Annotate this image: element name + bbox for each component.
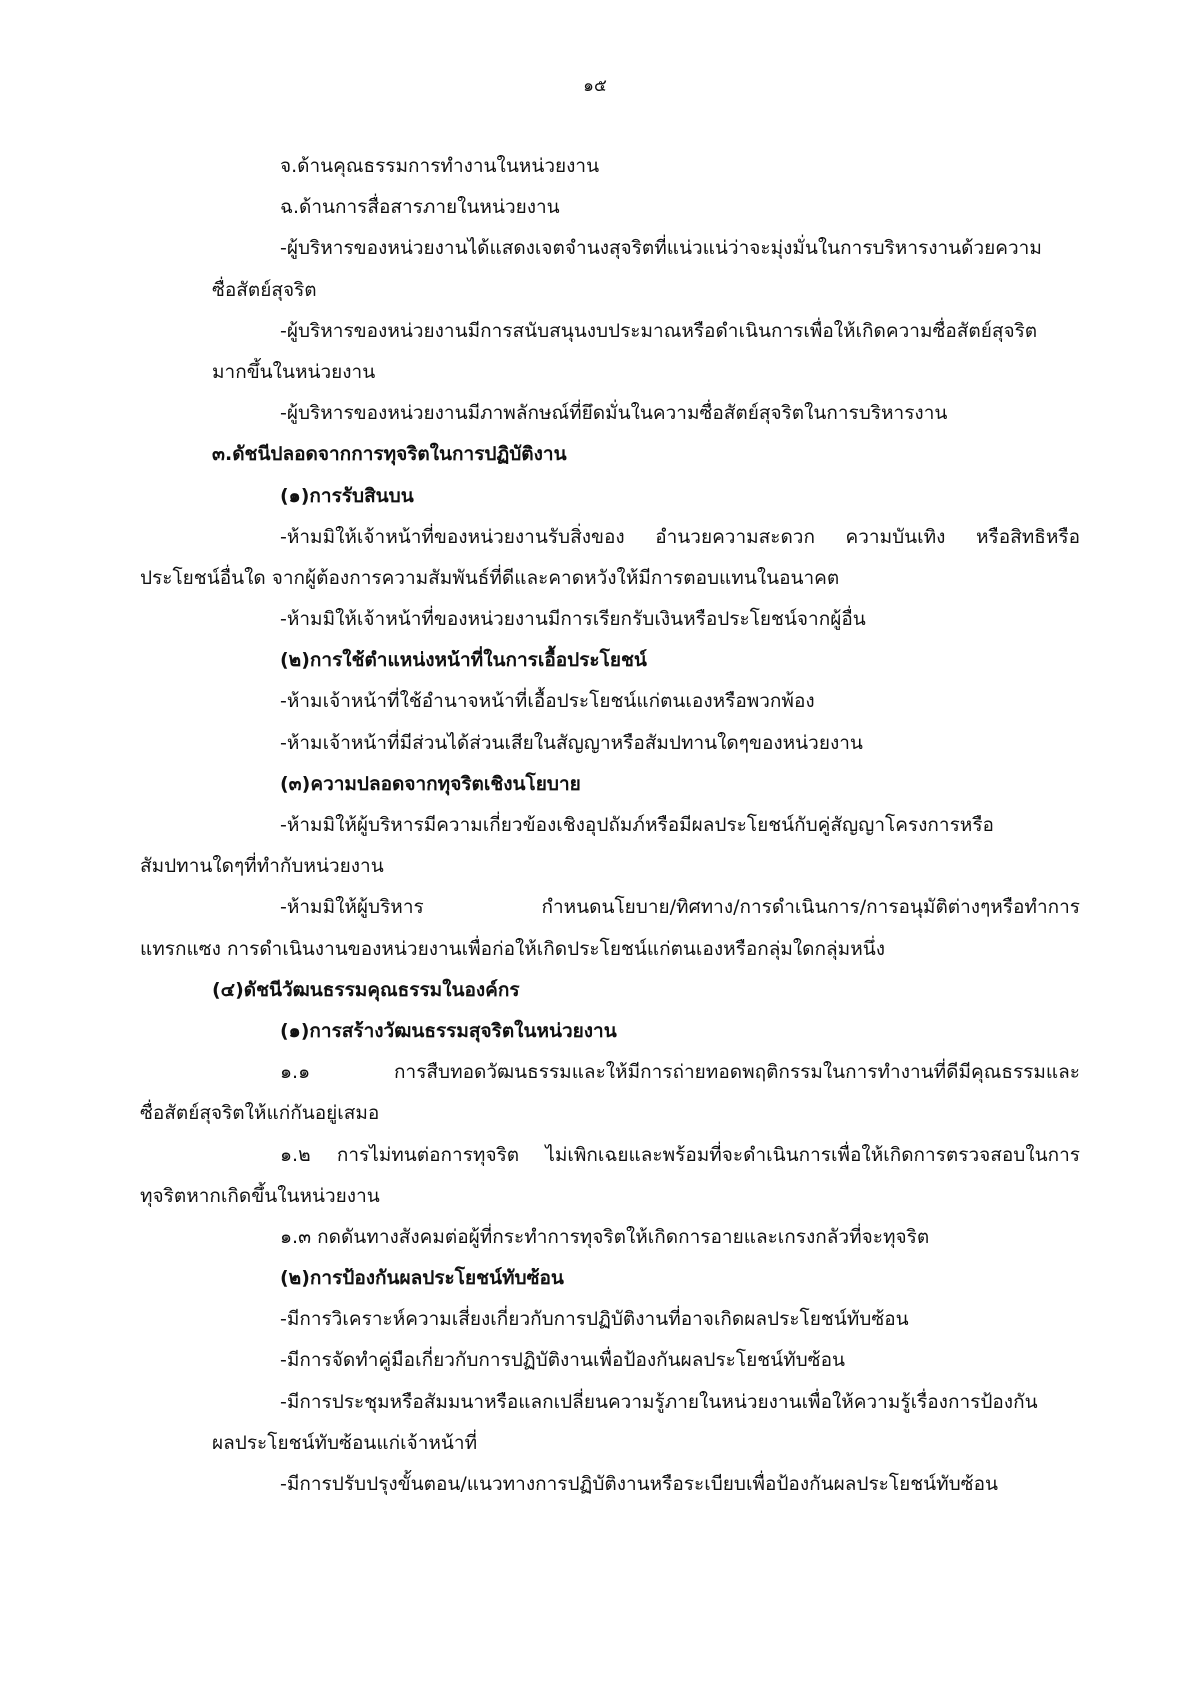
section-heading: (๓)ความปลอดจากทุจริตเชิงนโยบาย [280,772,581,795]
text-line: ๑.๓ กดดันทางสังคมต่อผู้ที่กระทำการทุจริตให้เกิดการอายและเกรงกลัวที่จะทุจริต [280,1225,930,1248]
text-line: ฉ.ด้านการสื่อสารภายในหน่วยงาน [280,196,560,219]
section-heading: (๑)การสร้างวัฒนธรรมสุจริตในหน่วยงาน [280,1019,617,1042]
text-line: -มีการจัดทำคู่มือเกี่ยวกับการปฏิบัติงานเพื่อป้องกันผลประโยชน์ทับซ้อน [280,1349,845,1372]
text-line: -มีการประชุมหรือสัมมนาหรือแลกเปลี่ยนความรู้ภายในหน่วยงานเพื่อให้ความรู้เรื่องการป้องกัน [280,1390,1038,1413]
text-line: จ.ด้านคุณธรรมการทำงานในหน่วยงาน [280,155,600,177]
document-body [140,146,1080,1505]
text-line: ๑.๒ การไม่ทนต่อการทุจริต ไม่เพิกเฉยและพร้อมที่จะดำเนินการเพื่อให้เกิดการตรวจสอบในการ [280,1143,1080,1166]
text-line: -ผู้บริหารของหน่วยงานได้แสดงเจตจำนงสุจริตที่แน่วแน่ว่าจะมุ่งมั่นในการบริหารงานด้วยความ [280,237,1042,260]
text-line: -ผู้บริหารของหน่วยงานมีการสนับสนุนงบประมาณหรือดำเนินการเพื่อให้เกิดความซื่อสัตย์สุจริต [280,319,1038,342]
section-heading: (๒)การใช้ตำแหน่งหน้าที่ในการเอื้อประโยชน์ [280,649,647,672]
text-line: สัมปทานใดๆที่ทำกับหน่วยงาน [140,855,384,878]
section-heading: (๒)การป้องกันผลประโยชน์ทับซ้อน [280,1267,564,1290]
text-line: -ห้ามเจ้าหน้าที่มีส่วนได้ส่วนเสียในสัญญาหรือสัมปทานใดๆของหน่วยงาน [280,731,863,754]
page-number: ๑๕ [583,76,607,96]
text-line: -ห้ามมิให้ผู้บริหาร กำหนดนโยบาย/ทิศทาง/การดำเนินการ/การอนุมัติต่างๆหรือทำการ [280,896,1080,919]
text-line: ผลประโยชน์ทับซ้อนแก่เจ้าหน้าที่ [212,1431,478,1454]
section-heading: ๓.ดัชนีปลอดจากการทุจริตในการปฏิบัติงาน [212,443,567,466]
text-line: ๑.๑ การสืบทอดวัฒนธรรมและให้มีการถ่ายทอดพฤติกรรมในการทำงานที่ดีมีคุณธรรมและ [280,1061,1080,1084]
text-line: แทรกแซง การดำเนินงานของหน่วยงานเพื่อก่อให้เกิดประโยชน์แก่ตนเองหรือกลุ่มใดกลุ่มหนึ่ง [140,937,885,960]
text-line: ซื่อสัตย์สุจริตให้แก่กันอยู่เสมอ [140,1102,380,1125]
text-line: -มีการวิเคราะห์ความเสี่ยงเกี่ยวกับการปฏิบัติงานที่อาจเกิดผลประโยชน์ทับซ้อน [280,1308,909,1331]
text-line: -ห้ามเจ้าหน้าที่ใช้อำนาจหน้าที่เอื้อประโยชน์แก่ตนเองหรือพวกพ้อง [280,690,815,713]
text-line: -ผู้บริหารของหน่วยงานมีภาพลักษณ์ที่ยึดมั่นในความซื่อสัตย์สุจริตในการบริหารงาน [280,402,948,425]
section-heading: (๔)ดัชนีวัฒนธรรมคุณธรรมในองค์กร [212,978,520,1001]
text-line: ทุจริตหากเกิดขึ้นในหน่วยงาน [140,1184,380,1207]
text-line: ประโยชน์อื่นใด จากผู้ต้องการความสัมพันธ์ที่ดีและคาดหวังให้มีการตอบแทนในอนาคต [140,566,840,589]
text-line: ซื่อสัตย์สุจริต [212,278,317,301]
text-line: มากขึ้นในหน่วยงาน [212,360,376,383]
section-heading: (๑)การรับสินบน [280,484,414,507]
text-line: -ห้ามมิให้ผู้บริหารมีความเกี่ยวข้องเชิงอุปถัมภ์หรือมีผลประโยชน์กับคู่สัญญาโครงการหรือ [280,814,994,836]
text-line: -ห้ามมิให้เจ้าหน้าที่ของหน่วยงานรับสิ่งของ อำนวยความสะดวก ความบันเทิง หรือสิทธิหรือ [280,525,1080,548]
text-line: -มีการปรับปรุงขั้นตอน/แนวทางการปฏิบัติงานหรือระเบียบเพื่อป้องกันผลประโยชน์ทับซ้อน [280,1473,998,1495]
text-line: -ห้ามมิให้เจ้าหน้าที่ของหน่วยงานมีการเรียกรับเงินหรือประโยชน์จากผู้อื่น [280,608,866,631]
